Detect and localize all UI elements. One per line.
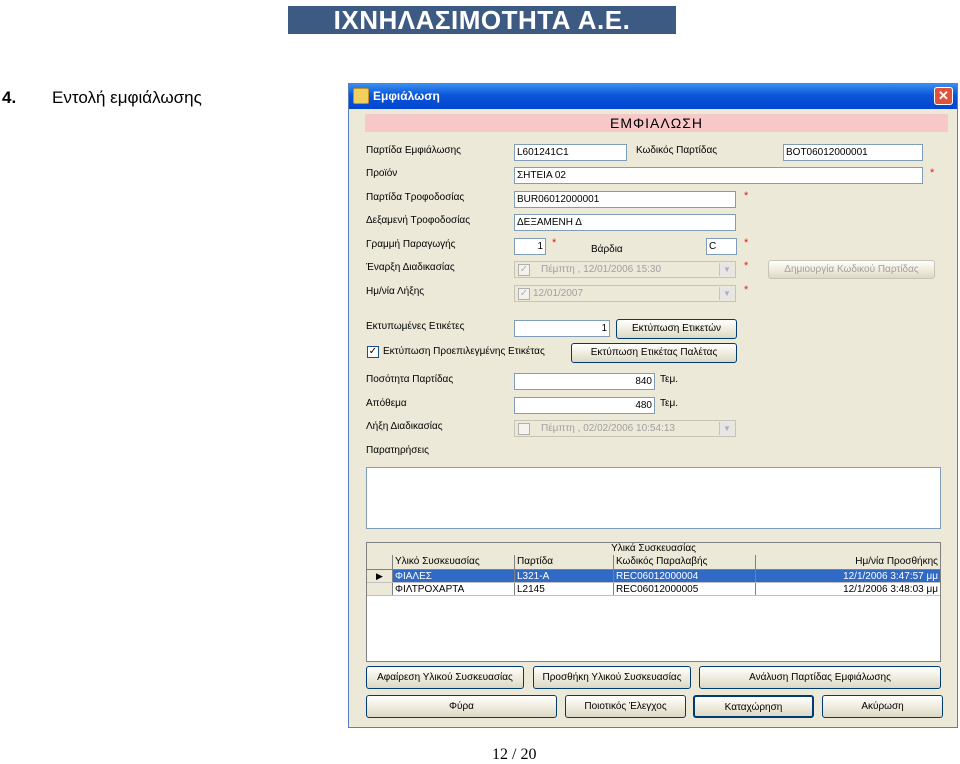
printed-labels-input[interactable]: 1 (514, 320, 610, 337)
feed-tank-input[interactable]: ΔΕΞΑΜΕΝΗ Δ (514, 214, 736, 231)
table-cell[interactable]: L2145 (515, 583, 614, 595)
packaging-materials-grid[interactable] (366, 542, 941, 662)
end-label: Λήξη Διαδικασίας (366, 421, 443, 432)
notes-textarea[interactable] (366, 467, 941, 529)
expiry-date-picker[interactable] (514, 285, 736, 302)
analyze-batch-button[interactable]: Ανάλυση Παρτίδας Εμφιάλωσης (699, 666, 941, 689)
line-input[interactable]: 1 (514, 238, 546, 255)
grid-header-row (367, 555, 940, 570)
window-titlebar[interactable] (349, 84, 957, 109)
start-datetime-value: Πέμπτη , 12/01/2006 15:30 (541, 264, 662, 275)
default-label-checkbox-label[interactable]: Εκτύπωση Προεπιλεγμένης Ετικέτας (383, 346, 545, 357)
required-mark: * (744, 237, 749, 249)
required-mark: * (744, 284, 749, 296)
printed-labels-label: Εκτυπωμένες Ετικέτες (366, 321, 465, 332)
table-cell[interactable]: 12/1/2006 3:48:03 μμ (843, 584, 938, 595)
batch-input[interactable]: L601241C1 (514, 144, 627, 161)
feed-tank-label: Δεξαμενή Τροφοδοσίας (366, 215, 471, 226)
close-icon[interactable]: ✕ (934, 87, 953, 105)
quality-control-button[interactable]: Ποιοτικός Έλεγχος (565, 695, 686, 718)
form-header: ΕΜΦΙΑΛΩΣΗ (365, 114, 948, 132)
row-indicator-header (367, 555, 393, 569)
section-title: Εντολή εμφιάλωσης (52, 88, 202, 107)
end-datetime-picker[interactable] (514, 420, 736, 437)
table-cell[interactable]: ΦΙΛΤΡΟΧΑΡΤΑ (393, 583, 515, 595)
remove-material-button[interactable]: Αφαίρεση Υλικού Συσκευασίας (366, 666, 524, 689)
grid-column-header[interactable]: Κωδικός Παραλαβής (614, 555, 756, 569)
table-cell[interactable]: REC06012000004 (614, 570, 756, 582)
grid-column-header[interactable]: Ημ/νία Προσθήκης (855, 556, 938, 567)
cancel-button[interactable]: Ακύρωση (822, 695, 943, 718)
shift-input[interactable]: C (706, 238, 737, 255)
table-row[interactable] (367, 570, 940, 583)
grid-caption: Υλικά Συσκευασίας (367, 543, 940, 556)
page-number: 12 / 20 (492, 746, 537, 763)
required-mark: * (744, 190, 749, 202)
quantity-label: Ποσότητα Παρτίδας (366, 374, 454, 385)
quantity-input[interactable]: 840 (514, 373, 655, 390)
app-icon (353, 88, 369, 104)
batch-label: Παρτίδα Εμφιάλωσης (366, 145, 461, 156)
batch-code-input[interactable]: BOT06012000001 (783, 144, 923, 161)
bottling-window (348, 83, 958, 728)
grid-column-header[interactable]: Υλικό Συσκευασίας (393, 555, 515, 569)
dropdown-arrow-icon[interactable]: ▼ (719, 263, 734, 276)
stock-label: Απόθεμα (366, 398, 407, 409)
table-row[interactable] (367, 583, 940, 596)
grid-column-header[interactable]: Παρτίδα (515, 555, 614, 569)
stock-unit: Τεμ. (660, 398, 679, 409)
save-button[interactable]: Καταχώρηση (693, 695, 814, 718)
stock-input[interactable]: 480 (514, 397, 655, 414)
required-mark: * (744, 260, 749, 272)
table-cell[interactable]: REC06012000005 (614, 583, 756, 595)
expiry-checkbox[interactable]: ✓ (519, 288, 529, 299)
start-checkbox[interactable]: ✓ (519, 264, 529, 275)
quantity-unit: Τεμ. (660, 374, 679, 385)
dropdown-arrow-icon[interactable]: ▼ (719, 287, 734, 300)
lees-button[interactable]: Φύρα (366, 695, 557, 718)
end-datetime-value: Πέμπτη , 02/02/2006 10:54:13 (541, 423, 675, 434)
expiry-label: Ημ/νία Λήξης (366, 286, 425, 297)
notes-label: Παρατηρήσεις (366, 445, 429, 456)
dropdown-arrow-icon[interactable]: ▼ (719, 422, 734, 435)
start-label: Έναρξη Διαδικασίας (366, 262, 455, 273)
create-batch-code-button[interactable]: Δημιουργία Κωδικού Παρτίδας (768, 260, 935, 279)
table-cell[interactable]: 12/1/2006 3:47:57 μμ (756, 570, 940, 582)
required-mark: * (552, 237, 557, 249)
batch-code-label: Κωδικός Παρτίδας (636, 145, 718, 156)
company-banner: ΙΧΝΗΛΑΣΙΜΟΤΗΤΑ Α.Ε. (288, 6, 676, 34)
start-datetime-picker[interactable] (514, 261, 736, 278)
required-mark: * (930, 167, 935, 179)
default-label-checkbox[interactable]: ✓ (368, 346, 378, 357)
expiry-date-value: 12/01/2007 (533, 288, 584, 299)
end-checkbox[interactable] (518, 423, 530, 435)
row-indicator (367, 583, 393, 595)
print-labels-button[interactable]: Εκτύπωση Ετικετών (616, 319, 737, 339)
current-row-icon: ▶ (367, 570, 393, 582)
table-cell[interactable]: L321-A (515, 570, 614, 582)
feed-batch-label: Παρτίδα Τροφοδοσίας (366, 192, 465, 203)
table-cell[interactable]: ΦΙΑΛΕΣ (393, 570, 515, 582)
feed-batch-input[interactable]: BUR06012000001 (514, 191, 736, 208)
line-label: Γραμμή Παραγωγής (366, 239, 456, 250)
product-label: Προϊόν (366, 168, 398, 179)
add-material-button[interactable]: Προσθήκη Υλικού Συσκευασίας (533, 666, 691, 689)
product-input[interactable]: ΣΗΤΕΙΑ 02 (514, 167, 923, 184)
window-title: Εμφιάλωση (373, 89, 440, 103)
shift-label: Βάρδια (591, 244, 623, 255)
print-pallet-label-button[interactable]: Εκτύπωση Ετικέτας Παλέτας (571, 343, 737, 363)
section-number: 4. (2, 88, 17, 107)
